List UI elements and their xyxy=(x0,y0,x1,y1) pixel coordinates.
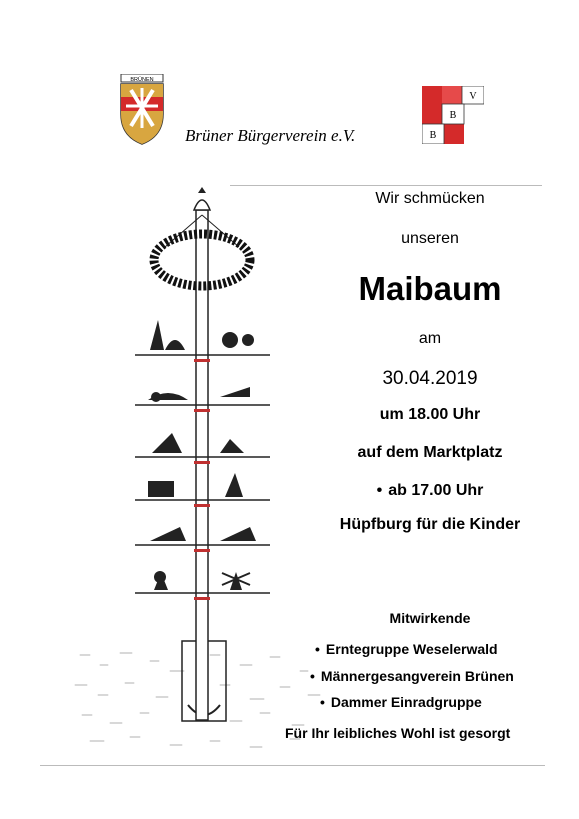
bounce-castle-time: • ab 17.00 Uhr xyxy=(300,482,560,500)
event-title: Maibaum xyxy=(358,270,502,307)
intro-line-1: Wir schmücken xyxy=(375,190,485,207)
coat-of-arms-icon xyxy=(117,74,167,146)
maypole-illustration xyxy=(70,185,330,755)
bvb-logo-icon xyxy=(422,86,484,144)
event-time: um 18.00 Uhr xyxy=(379,406,481,423)
intro-line-2: unseren xyxy=(401,230,459,247)
event-location: auf dem Marktplatz xyxy=(357,444,503,461)
bounce-castle-text: Hüpfburg für die Kinder xyxy=(339,516,521,533)
contributors-heading: Mitwirkende xyxy=(389,610,471,626)
crest-label: BRÜNEN xyxy=(130,77,154,83)
contributor-item: • Männergesangverein Brünen xyxy=(310,668,514,684)
bottom-divider xyxy=(40,765,545,766)
contributor-item: • Erntegruppe Weselerwald xyxy=(315,641,498,657)
organization-name: Brüner Bürgerverein e.V. xyxy=(185,126,356,145)
footer-note: Für Ihr leibliches Wohl ist gesorgt xyxy=(285,725,511,741)
logo-letter-b-middle: B xyxy=(449,110,457,121)
contributor-item: • Dammer Einradgruppe xyxy=(320,694,482,710)
logo-letter-b-bottom: B xyxy=(429,130,437,141)
event-date: 30.04.2019 xyxy=(382,368,478,389)
intro-line-3: am xyxy=(418,330,442,347)
logo-letter-v: V xyxy=(469,91,477,102)
